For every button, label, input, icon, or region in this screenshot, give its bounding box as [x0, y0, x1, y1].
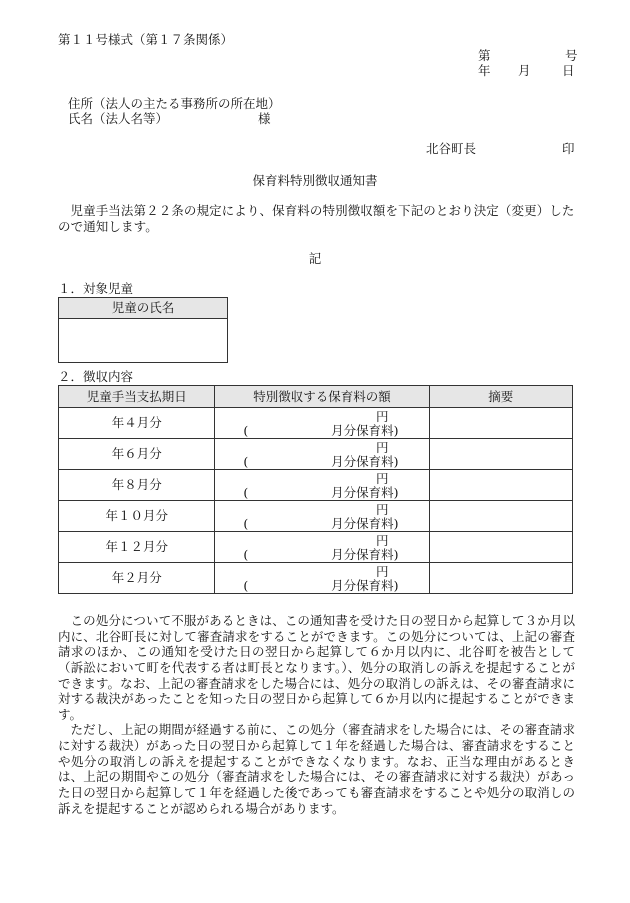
fee-amount-header: 特別徴収する保育料の額 — [215, 386, 429, 408]
yen-unit: 円 — [376, 440, 389, 455]
appeal-notice — [58, 613, 575, 816]
remarks-cell — [429, 532, 572, 563]
yen-unit: 円 — [376, 409, 389, 424]
payment-period: 年１０月分 — [59, 501, 215, 532]
appeal-notice-paragraph: ただし、上記の期間が経過する前に、この処分（審査請求をした場合には、その審査請求に対する裁決）があった日の翌日から起算して１年を経過した場合は、審査請求をすることや処分の取消しの訴えを提起することができなくなります。なお、正当な理由があるときは、上記の期間やこの処分（審査請求をした場合には、その審査請求に対する裁決）があった日の翌日から起算して１年を経過した後であっても審査請求をすることや処分の取消しの訴えを提起することが認められる場合があります。 — [58, 722, 575, 816]
date-day-label: 日 — [562, 63, 575, 78]
paren-open: ( — [243, 454, 249, 469]
yen-unit: 円 — [376, 533, 389, 548]
payment-date-header: 児童手当支払期日 — [59, 386, 215, 408]
table-row — [59, 470, 573, 501]
recipient-name-label: 氏名（法人名等） — [68, 111, 169, 126]
fee-amount-cell — [215, 563, 429, 594]
paren-open: ( — [243, 423, 249, 438]
month-fee-label: 月分保育料) — [331, 485, 399, 500]
payment-period: 年６月分 — [59, 439, 215, 470]
child-name-cell — [59, 319, 228, 363]
paren-open: ( — [243, 578, 249, 593]
yen-unit: 円 — [376, 564, 389, 579]
ki-heading: 記 — [308, 251, 322, 266]
intro-paragraph: 児童手当法第２２条の規定により、保育料の特別徴収額を下記のとおり決定（変更）したので通知します。 — [58, 203, 575, 234]
table-row — [59, 439, 573, 470]
yen-unit: 円 — [376, 502, 389, 517]
fee-amount-cell — [215, 501, 429, 532]
fee-amount-cell — [215, 439, 429, 470]
fee-amount-cell — [215, 532, 429, 563]
paren-open: ( — [243, 516, 249, 531]
collection-table — [58, 385, 573, 594]
payment-period: 年４月分 — [59, 408, 215, 439]
month-fee-label: 月分保育料) — [331, 423, 399, 438]
month-fee-label: 月分保育料) — [331, 578, 399, 593]
document-number-label: 第 — [478, 48, 491, 63]
remarks-cell — [429, 408, 572, 439]
remarks-cell — [429, 439, 572, 470]
issuer-name: 北谷町長 — [426, 141, 477, 156]
date-month-label: 月 — [518, 63, 531, 78]
month-fee-label: 月分保育料) — [331, 547, 399, 562]
remarks-cell — [429, 470, 572, 501]
table-row — [59, 532, 573, 563]
document-title: 保育料特別徴収通知書 — [252, 173, 378, 188]
remarks-header: 摘要 — [429, 386, 572, 408]
paren-open: ( — [243, 547, 249, 562]
fee-amount-cell — [215, 408, 429, 439]
paren-open: ( — [243, 485, 249, 500]
table-row — [59, 563, 573, 594]
issuer-seal-mark: 印 — [562, 141, 575, 156]
month-fee-label: 月分保育料) — [331, 516, 399, 531]
recipient-address-label: 住所（法人の主たる事務所の所在地） — [68, 96, 281, 111]
yen-unit: 円 — [376, 471, 389, 486]
form-number: 第１１号様式（第１７条関係） — [58, 32, 234, 47]
payment-period: 年２月分 — [59, 563, 215, 594]
section2-heading: ２．徴収内容 — [58, 369, 134, 384]
month-fee-label: 月分保育料) — [331, 454, 399, 469]
document-number-suffix: 号 — [565, 48, 578, 63]
recipient-honorific: 様 — [258, 111, 271, 126]
payment-period: 年１２月分 — [59, 532, 215, 563]
remarks-cell — [429, 563, 572, 594]
date-year-label: 年 — [478, 63, 491, 78]
child-name-header: 児童の氏名 — [59, 298, 228, 319]
table-row — [59, 501, 573, 532]
payment-period: 年８月分 — [59, 470, 215, 501]
table-row — [59, 408, 573, 439]
fee-amount-cell — [215, 470, 429, 501]
child-name-table — [58, 297, 228, 363]
appeal-notice-paragraph: この処分について不服があるときは、この通知書を受けた日の翌日から起算して３か月以内に、北谷町長に対して審査請求をすることができます。この処分については、上記の審査請求のほか、この通知を受けた日の翌日から起算して６か月以内に、北谷町を被告として（訴訟において町を代表する者は町長となります。）、処分の取消しの訴えを提起することができます。なお、上記の審査請求をした場合には、処分の取消しの訴えは、その審査請求に対する裁決があったことを知った日の翌日から起算して６か月以内に提起することができます。 — [58, 613, 575, 722]
remarks-cell — [429, 501, 572, 532]
section1-heading: １．対象児童 — [58, 281, 134, 296]
